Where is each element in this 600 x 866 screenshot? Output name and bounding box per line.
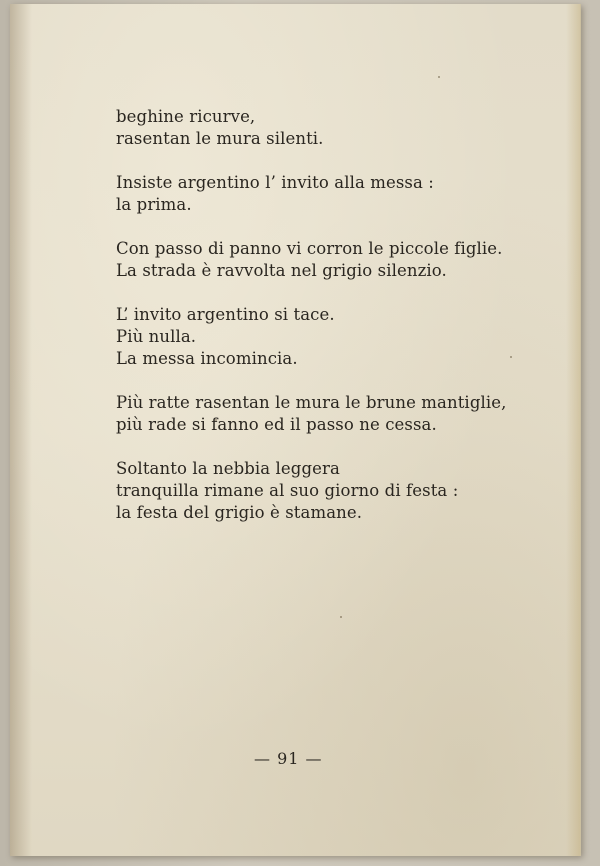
page-gutter-shadow xyxy=(10,4,32,856)
poem-line: la festa del grigio è stamane. xyxy=(116,503,363,522)
stanza-4 xyxy=(116,304,556,370)
poem-text xyxy=(116,106,556,546)
poem-line: Soltanto la nebbia leggera xyxy=(116,459,340,478)
poem-line: L’ invito argentino si tace. xyxy=(116,305,335,324)
poem-line: La strada è ravvolta nel grigio silenzio. xyxy=(116,261,447,280)
page-number: — 91 — xyxy=(254,749,323,768)
stanza-6 xyxy=(116,458,556,524)
poem-line: la prima. xyxy=(116,195,192,214)
poem-line: rasentan le mura silenti. xyxy=(116,129,324,148)
poem-line: Più ratte rasentan le mura le brune mantiglie, xyxy=(116,393,507,412)
paper-speck xyxy=(438,76,440,78)
poem-line: Insiste argentino l’ invito alla messa : xyxy=(116,173,434,192)
stanza-5 xyxy=(116,392,556,436)
poem-line: Con passo di panno vi corron le piccole figlie. xyxy=(116,239,503,258)
book-page xyxy=(10,4,581,856)
paper-speck xyxy=(340,616,342,618)
poem-line: più rade si fanno ed il passo ne cessa. xyxy=(116,415,437,434)
poem-line: beghine ricurve, xyxy=(116,107,256,126)
poem-line: La messa incomincia. xyxy=(116,349,298,368)
stanza-3 xyxy=(116,238,556,282)
poem-line: Più nulla. xyxy=(116,327,197,346)
stanza-2 xyxy=(116,172,556,216)
poem-line: tranquilla rimane al suo giorno di festa : xyxy=(116,481,459,500)
stanza-1 xyxy=(116,106,556,150)
page-edge xyxy=(566,4,580,856)
